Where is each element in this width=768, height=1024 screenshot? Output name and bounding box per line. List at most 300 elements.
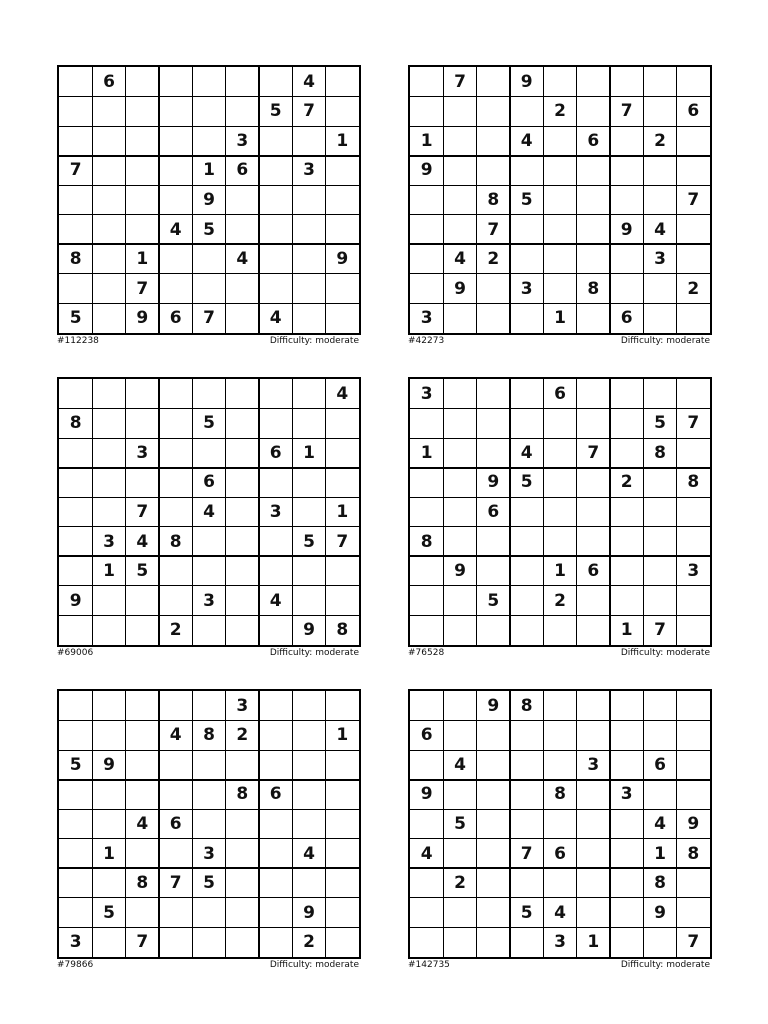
- empty-cell[interactable]: [610, 868, 643, 898]
- empty-cell[interactable]: [543, 244, 576, 274]
- empty-cell[interactable]: [577, 721, 610, 751]
- given-digit-cell[interactable]: 3: [420, 383, 433, 404]
- given-digit-cell[interactable]: 9: [203, 189, 215, 210]
- given-digit-cell[interactable]: 7: [454, 71, 466, 92]
- empty-cell[interactable]: [610, 898, 643, 928]
- empty-cell[interactable]: [577, 244, 610, 274]
- empty-cell[interactable]: [92, 721, 125, 751]
- given-digit-cell[interactable]: 6: [654, 754, 666, 775]
- empty-cell[interactable]: [677, 438, 710, 468]
- empty-cell[interactable]: [577, 809, 610, 839]
- given-digit-cell[interactable]: 7: [687, 932, 700, 953]
- empty-cell[interactable]: [410, 274, 443, 304]
- given-digit-cell[interactable]: 3: [136, 442, 149, 463]
- empty-cell[interactable]: [543, 750, 576, 780]
- empty-cell[interactable]: [59, 67, 92, 97]
- empty-cell[interactable]: [543, 809, 576, 839]
- empty-cell[interactable]: [443, 615, 476, 645]
- empty-cell[interactable]: [292, 215, 325, 245]
- given-digit-cell[interactable]: 6: [587, 130, 600, 151]
- empty-cell[interactable]: [159, 438, 192, 468]
- empty-cell[interactable]: [610, 809, 643, 839]
- empty-cell[interactable]: [677, 126, 710, 156]
- empty-cell[interactable]: [92, 274, 125, 304]
- empty-cell[interactable]: [643, 556, 676, 586]
- given-digit-cell[interactable]: 6: [554, 383, 566, 404]
- empty-cell[interactable]: [92, 126, 125, 156]
- given-digit-cell[interactable]: 1: [587, 932, 600, 953]
- given-digit-cell[interactable]: 6: [169, 813, 182, 834]
- given-digit-cell[interactable]: 5: [69, 308, 82, 329]
- given-digit-cell[interactable]: 5: [520, 472, 533, 493]
- empty-cell[interactable]: [326, 438, 359, 468]
- empty-cell[interactable]: [59, 274, 92, 304]
- given-digit-cell[interactable]: 9: [687, 813, 700, 834]
- empty-cell[interactable]: [610, 409, 643, 439]
- given-digit-cell[interactable]: 9: [520, 71, 533, 92]
- empty-cell[interactable]: [92, 215, 125, 245]
- empty-cell[interactable]: [410, 409, 443, 439]
- empty-cell[interactable]: [226, 303, 259, 333]
- given-digit-cell[interactable]: 4: [336, 383, 349, 404]
- empty-cell[interactable]: [259, 185, 292, 215]
- given-digit-cell[interactable]: 4: [269, 308, 282, 329]
- empty-cell[interactable]: [126, 721, 159, 751]
- given-digit-cell[interactable]: 3: [103, 531, 115, 552]
- empty-cell[interactable]: [259, 379, 292, 409]
- empty-cell[interactable]: [326, 868, 359, 898]
- empty-cell[interactable]: [292, 379, 325, 409]
- empty-cell[interactable]: [443, 927, 476, 957]
- given-digit-cell[interactable]: 4: [136, 531, 149, 552]
- empty-cell[interactable]: [610, 750, 643, 780]
- empty-cell[interactable]: [326, 185, 359, 215]
- empty-cell[interactable]: [226, 586, 259, 616]
- empty-cell[interactable]: [292, 497, 325, 527]
- empty-cell[interactable]: [126, 126, 159, 156]
- empty-cell[interactable]: [677, 750, 710, 780]
- given-digit-cell[interactable]: 8: [420, 531, 433, 552]
- empty-cell[interactable]: [92, 615, 125, 645]
- given-digit-cell[interactable]: 6: [687, 101, 700, 122]
- empty-cell[interactable]: [477, 303, 510, 333]
- given-digit-cell[interactable]: 7: [136, 278, 149, 299]
- empty-cell[interactable]: [477, 156, 510, 186]
- given-digit-cell[interactable]: 3: [554, 932, 566, 953]
- empty-cell[interactable]: [126, 750, 159, 780]
- empty-cell[interactable]: [677, 379, 710, 409]
- empty-cell[interactable]: [59, 868, 92, 898]
- empty-cell[interactable]: [259, 468, 292, 498]
- empty-cell[interactable]: [59, 691, 92, 721]
- empty-cell[interactable]: [326, 468, 359, 498]
- empty-cell[interactable]: [410, 691, 443, 721]
- empty-cell[interactable]: [643, 691, 676, 721]
- empty-cell[interactable]: [259, 868, 292, 898]
- empty-cell[interactable]: [259, 67, 292, 97]
- given-digit-cell[interactable]: 6: [487, 501, 500, 522]
- empty-cell[interactable]: [226, 97, 259, 127]
- given-digit-cell[interactable]: 8: [687, 472, 700, 493]
- empty-cell[interactable]: [326, 691, 359, 721]
- empty-cell[interactable]: [326, 303, 359, 333]
- empty-cell[interactable]: [92, 497, 125, 527]
- empty-cell[interactable]: [677, 898, 710, 928]
- empty-cell[interactable]: [159, 468, 192, 498]
- empty-cell[interactable]: [510, 527, 543, 557]
- empty-cell[interactable]: [259, 556, 292, 586]
- given-digit-cell[interactable]: 8: [236, 784, 249, 805]
- empty-cell[interactable]: [610, 927, 643, 957]
- empty-cell[interactable]: [92, 379, 125, 409]
- empty-cell[interactable]: [226, 379, 259, 409]
- empty-cell[interactable]: [477, 839, 510, 869]
- given-digit-cell[interactable]: 9: [69, 590, 82, 611]
- empty-cell[interactable]: [410, 468, 443, 498]
- empty-cell[interactable]: [59, 556, 92, 586]
- given-digit-cell[interactable]: 1: [303, 442, 315, 463]
- given-digit-cell[interactable]: 1: [336, 725, 349, 746]
- empty-cell[interactable]: [410, 67, 443, 97]
- empty-cell[interactable]: [577, 691, 610, 721]
- empty-cell[interactable]: [443, 185, 476, 215]
- given-digit-cell[interactable]: 6: [103, 71, 115, 92]
- empty-cell[interactable]: [59, 126, 92, 156]
- given-digit-cell[interactable]: 7: [169, 873, 182, 894]
- given-digit-cell[interactable]: 4: [454, 754, 466, 775]
- empty-cell[interactable]: [510, 497, 543, 527]
- empty-cell[interactable]: [326, 839, 359, 869]
- given-digit-cell[interactable]: 8: [687, 843, 700, 864]
- empty-cell[interactable]: [577, 898, 610, 928]
- empty-cell[interactable]: [610, 274, 643, 304]
- given-digit-cell[interactable]: 2: [687, 278, 700, 299]
- empty-cell[interactable]: [159, 185, 192, 215]
- empty-cell[interactable]: [643, 780, 676, 810]
- empty-cell[interactable]: [543, 868, 576, 898]
- given-digit-cell[interactable]: 5: [103, 902, 115, 923]
- empty-cell[interactable]: [443, 215, 476, 245]
- given-digit-cell[interactable]: 7: [687, 413, 700, 434]
- empty-cell[interactable]: [292, 586, 325, 616]
- empty-cell[interactable]: [610, 67, 643, 97]
- given-digit-cell[interactable]: 2: [620, 472, 633, 493]
- empty-cell[interactable]: [543, 468, 576, 498]
- given-digit-cell[interactable]: 1: [103, 561, 115, 582]
- empty-cell[interactable]: [577, 156, 610, 186]
- empty-cell[interactable]: [259, 691, 292, 721]
- empty-cell[interactable]: [159, 556, 192, 586]
- empty-cell[interactable]: [643, 586, 676, 616]
- empty-cell[interactable]: [643, 497, 676, 527]
- empty-cell[interactable]: [126, 156, 159, 186]
- empty-cell[interactable]: [510, 586, 543, 616]
- given-digit-cell[interactable]: 7: [587, 442, 600, 463]
- empty-cell[interactable]: [477, 898, 510, 928]
- given-digit-cell[interactable]: 7: [687, 189, 700, 210]
- given-digit-cell[interactable]: 8: [554, 784, 566, 805]
- given-digit-cell[interactable]: 5: [487, 590, 500, 611]
- given-digit-cell[interactable]: 9: [303, 620, 315, 641]
- empty-cell[interactable]: [192, 780, 225, 810]
- empty-cell[interactable]: [59, 379, 92, 409]
- empty-cell[interactable]: [192, 438, 225, 468]
- empty-cell[interactable]: [192, 244, 225, 274]
- given-digit-cell[interactable]: 7: [136, 932, 149, 953]
- empty-cell[interactable]: [226, 185, 259, 215]
- empty-cell[interactable]: [577, 497, 610, 527]
- given-digit-cell[interactable]: 7: [336, 531, 349, 552]
- empty-cell[interactable]: [259, 615, 292, 645]
- empty-cell[interactable]: [543, 274, 576, 304]
- given-digit-cell[interactable]: 5: [269, 101, 282, 122]
- empty-cell[interactable]: [677, 691, 710, 721]
- empty-cell[interactable]: [126, 409, 159, 439]
- empty-cell[interactable]: [326, 750, 359, 780]
- empty-cell[interactable]: [326, 67, 359, 97]
- empty-cell[interactable]: [677, 527, 710, 557]
- given-digit-cell[interactable]: 2: [487, 249, 500, 270]
- empty-cell[interactable]: [510, 780, 543, 810]
- empty-cell[interactable]: [610, 556, 643, 586]
- empty-cell[interactable]: [477, 438, 510, 468]
- empty-cell[interactable]: [226, 527, 259, 557]
- empty-cell[interactable]: [643, 379, 676, 409]
- given-digit-cell[interactable]: 8: [654, 442, 666, 463]
- empty-cell[interactable]: [510, 615, 543, 645]
- given-digit-cell[interactable]: 4: [169, 725, 182, 746]
- given-digit-cell[interactable]: 8: [136, 873, 149, 894]
- empty-cell[interactable]: [59, 839, 92, 869]
- empty-cell[interactable]: [326, 97, 359, 127]
- empty-cell[interactable]: [543, 615, 576, 645]
- empty-cell[interactable]: [510, 303, 543, 333]
- empty-cell[interactable]: [292, 868, 325, 898]
- given-digit-cell[interactable]: 6: [169, 308, 182, 329]
- empty-cell[interactable]: [577, 527, 610, 557]
- given-digit-cell[interactable]: 8: [487, 189, 500, 210]
- empty-cell[interactable]: [92, 927, 125, 957]
- empty-cell[interactable]: [677, 67, 710, 97]
- empty-cell[interactable]: [59, 527, 92, 557]
- empty-cell[interactable]: [292, 244, 325, 274]
- given-digit-cell[interactable]: 2: [554, 101, 566, 122]
- empty-cell[interactable]: [643, 67, 676, 97]
- empty-cell[interactable]: [443, 156, 476, 186]
- empty-cell[interactable]: [126, 839, 159, 869]
- empty-cell[interactable]: [543, 438, 576, 468]
- empty-cell[interactable]: [443, 497, 476, 527]
- given-digit-cell[interactable]: 4: [269, 590, 282, 611]
- empty-cell[interactable]: [477, 615, 510, 645]
- empty-cell[interactable]: [510, 750, 543, 780]
- empty-cell[interactable]: [577, 379, 610, 409]
- empty-cell[interactable]: [543, 527, 576, 557]
- empty-cell[interactable]: [510, 721, 543, 751]
- empty-cell[interactable]: [192, 927, 225, 957]
- empty-cell[interactable]: [643, 274, 676, 304]
- empty-cell[interactable]: [92, 691, 125, 721]
- given-digit-cell[interactable]: 4: [654, 813, 666, 834]
- empty-cell[interactable]: [577, 185, 610, 215]
- empty-cell[interactable]: [477, 556, 510, 586]
- empty-cell[interactable]: [259, 839, 292, 869]
- empty-cell[interactable]: [292, 750, 325, 780]
- empty-cell[interactable]: [159, 67, 192, 97]
- empty-cell[interactable]: [159, 126, 192, 156]
- given-digit-cell[interactable]: 9: [487, 695, 500, 716]
- empty-cell[interactable]: [410, 615, 443, 645]
- empty-cell[interactable]: [443, 379, 476, 409]
- empty-cell[interactable]: [443, 780, 476, 810]
- given-digit-cell[interactable]: 9: [336, 249, 349, 270]
- empty-cell[interactable]: [159, 497, 192, 527]
- given-digit-cell[interactable]: 4: [303, 843, 315, 864]
- given-digit-cell[interactable]: 3: [203, 843, 215, 864]
- empty-cell[interactable]: [259, 409, 292, 439]
- given-digit-cell[interactable]: 5: [520, 189, 533, 210]
- empty-cell[interactable]: [577, 409, 610, 439]
- empty-cell[interactable]: [677, 586, 710, 616]
- empty-cell[interactable]: [92, 868, 125, 898]
- given-digit-cell[interactable]: 6: [269, 442, 282, 463]
- empty-cell[interactable]: [192, 527, 225, 557]
- given-digit-cell[interactable]: 4: [554, 902, 566, 923]
- empty-cell[interactable]: [610, 156, 643, 186]
- empty-cell[interactable]: [226, 468, 259, 498]
- empty-cell[interactable]: [677, 615, 710, 645]
- given-digit-cell[interactable]: 5: [203, 873, 215, 894]
- empty-cell[interactable]: [292, 691, 325, 721]
- empty-cell[interactable]: [192, 898, 225, 928]
- empty-cell[interactable]: [543, 67, 576, 97]
- empty-cell[interactable]: [477, 409, 510, 439]
- empty-cell[interactable]: [543, 691, 576, 721]
- empty-cell[interactable]: [643, 156, 676, 186]
- given-digit-cell[interactable]: 5: [454, 813, 466, 834]
- empty-cell[interactable]: [59, 898, 92, 928]
- given-digit-cell[interactable]: 3: [654, 249, 666, 270]
- empty-cell[interactable]: [510, 556, 543, 586]
- given-digit-cell[interactable]: 7: [487, 219, 500, 240]
- empty-cell[interactable]: [677, 303, 710, 333]
- given-digit-cell[interactable]: 4: [136, 813, 149, 834]
- empty-cell[interactable]: [443, 303, 476, 333]
- empty-cell[interactable]: [543, 497, 576, 527]
- empty-cell[interactable]: [677, 780, 710, 810]
- empty-cell[interactable]: [259, 215, 292, 245]
- empty-cell[interactable]: [159, 898, 192, 928]
- empty-cell[interactable]: [59, 97, 92, 127]
- empty-cell[interactable]: [443, 409, 476, 439]
- given-digit-cell[interactable]: 5: [520, 902, 533, 923]
- empty-cell[interactable]: [159, 244, 192, 274]
- empty-cell[interactable]: [410, 586, 443, 616]
- empty-cell[interactable]: [192, 809, 225, 839]
- empty-cell[interactable]: [59, 497, 92, 527]
- empty-cell[interactable]: [577, 868, 610, 898]
- empty-cell[interactable]: [192, 274, 225, 304]
- empty-cell[interactable]: [226, 927, 259, 957]
- empty-cell[interactable]: [159, 839, 192, 869]
- empty-cell[interactable]: [577, 67, 610, 97]
- empty-cell[interactable]: [259, 809, 292, 839]
- empty-cell[interactable]: [443, 839, 476, 869]
- empty-cell[interactable]: [610, 721, 643, 751]
- empty-cell[interactable]: [159, 409, 192, 439]
- empty-cell[interactable]: [643, 97, 676, 127]
- given-digit-cell[interactable]: 6: [203, 472, 215, 493]
- empty-cell[interactable]: [259, 156, 292, 186]
- given-digit-cell[interactable]: 9: [420, 160, 433, 181]
- empty-cell[interactable]: [159, 780, 192, 810]
- given-digit-cell[interactable]: 4: [654, 219, 666, 240]
- given-digit-cell[interactable]: 7: [654, 620, 666, 641]
- given-digit-cell[interactable]: 4: [169, 219, 182, 240]
- given-digit-cell[interactable]: 7: [620, 101, 633, 122]
- given-digit-cell[interactable]: 9: [420, 784, 433, 805]
- empty-cell[interactable]: [92, 303, 125, 333]
- empty-cell[interactable]: [92, 809, 125, 839]
- given-digit-cell[interactable]: 3: [687, 561, 700, 582]
- empty-cell[interactable]: [92, 97, 125, 127]
- empty-cell[interactable]: [92, 438, 125, 468]
- empty-cell[interactable]: [59, 780, 92, 810]
- given-digit-cell[interactable]: 5: [203, 413, 215, 434]
- empty-cell[interactable]: [443, 527, 476, 557]
- given-digit-cell[interactable]: 4: [236, 249, 249, 270]
- given-digit-cell[interactable]: 6: [620, 308, 633, 329]
- given-digit-cell[interactable]: 9: [103, 754, 115, 775]
- empty-cell[interactable]: [226, 438, 259, 468]
- empty-cell[interactable]: [259, 274, 292, 304]
- empty-cell[interactable]: [610, 586, 643, 616]
- given-digit-cell[interactable]: 3: [69, 932, 82, 953]
- empty-cell[interactable]: [59, 215, 92, 245]
- empty-cell[interactable]: [677, 244, 710, 274]
- empty-cell[interactable]: [292, 409, 325, 439]
- empty-cell[interactable]: [59, 721, 92, 751]
- empty-cell[interactable]: [477, 379, 510, 409]
- empty-cell[interactable]: [292, 468, 325, 498]
- empty-cell[interactable]: [326, 898, 359, 928]
- empty-cell[interactable]: [159, 927, 192, 957]
- empty-cell[interactable]: [226, 409, 259, 439]
- empty-cell[interactable]: [59, 468, 92, 498]
- empty-cell[interactable]: [326, 409, 359, 439]
- empty-cell[interactable]: [410, 898, 443, 928]
- given-digit-cell[interactable]: 4: [520, 130, 533, 151]
- empty-cell[interactable]: [159, 274, 192, 304]
- given-digit-cell[interactable]: 1: [554, 308, 566, 329]
- given-digit-cell[interactable]: 4: [520, 442, 533, 463]
- given-digit-cell[interactable]: 3: [236, 695, 249, 716]
- empty-cell[interactable]: [510, 379, 543, 409]
- given-digit-cell[interactable]: 2: [236, 725, 249, 746]
- empty-cell[interactable]: [59, 185, 92, 215]
- empty-cell[interactable]: [159, 691, 192, 721]
- given-digit-cell[interactable]: 8: [654, 873, 666, 894]
- empty-cell[interactable]: [610, 839, 643, 869]
- empty-cell[interactable]: [610, 438, 643, 468]
- empty-cell[interactable]: [226, 809, 259, 839]
- empty-cell[interactable]: [126, 379, 159, 409]
- empty-cell[interactable]: [292, 780, 325, 810]
- given-digit-cell[interactable]: 1: [654, 843, 666, 864]
- given-digit-cell[interactable]: 6: [420, 725, 433, 746]
- empty-cell[interactable]: [292, 303, 325, 333]
- empty-cell[interactable]: [477, 97, 510, 127]
